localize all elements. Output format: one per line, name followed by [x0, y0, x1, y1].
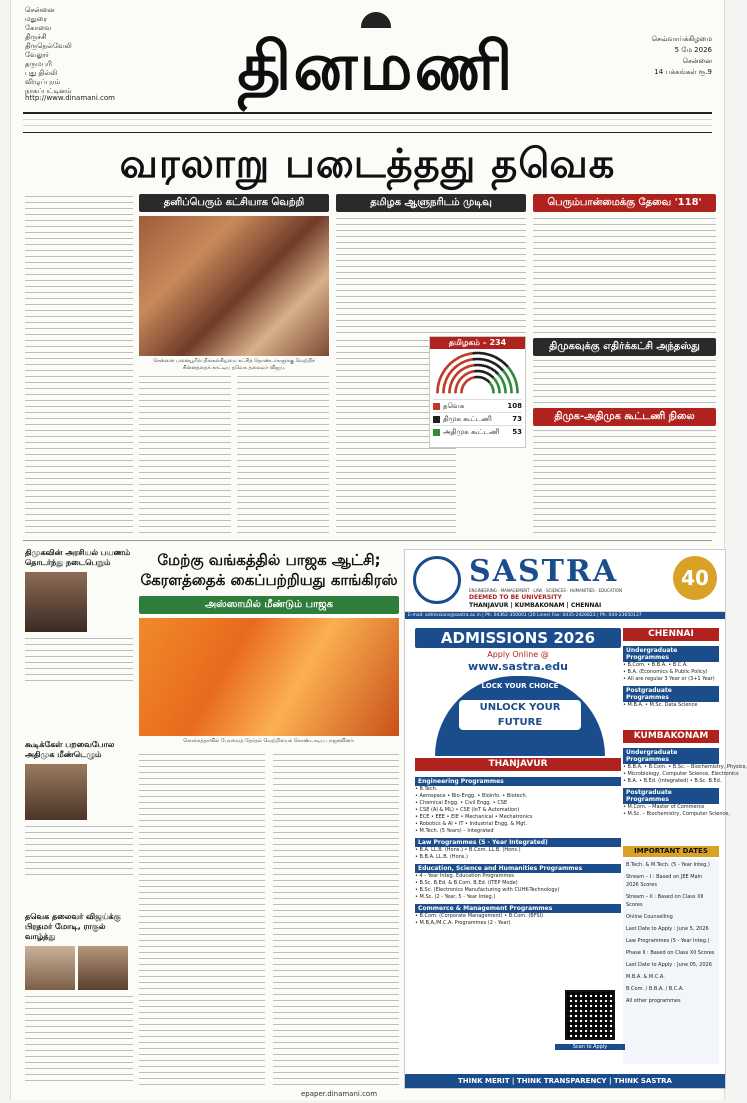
ad-header: [405, 550, 725, 612]
date-item: All other programmes: [626, 998, 681, 1004]
programme-item: • B.Tech.: [415, 786, 438, 792]
date-item: Last Date to Apply : June 05, 2026: [626, 962, 712, 968]
bengal-photo[interactable]: [139, 618, 399, 736]
main-headline[interactable]: வரலாறு படைத்தது தவெக: [119, 140, 616, 187]
city-item: மதுரை: [25, 15, 47, 23]
city-item: திருச்சி: [25, 33, 47, 41]
date-item: B.Com. / B.B.A. / B.C.A.: [626, 986, 684, 992]
issue-city: சென்னை: [682, 57, 712, 65]
modi-photo: [25, 946, 75, 990]
masthead-strip: [23, 117, 712, 129]
seat-dot: [504, 391, 507, 394]
party-color-swatch: [433, 403, 440, 410]
city-item: புது தில்லி: [25, 69, 58, 77]
date-item: M.B.A. & M.C.A.: [626, 974, 665, 980]
date-item: Stream – II : Based on Class XII Scores: [626, 894, 704, 908]
fold-rule: [23, 540, 712, 541]
party-seats: 73: [512, 415, 522, 423]
programme-item: • M.Sc. (2 - Year, 5 - Year Integ.): [415, 894, 496, 900]
ad-brand: SASTRA: [469, 554, 619, 589]
banner-left: தனிப்பெரும் கட்சியாக வெற்றி: [139, 194, 329, 212]
rahul-photo: [78, 946, 128, 990]
date-item: B.Tech. & M.Tech. (5 - Year Integ.): [626, 862, 710, 868]
anniversary-badge: 40: [673, 556, 717, 600]
party-seats: 108: [507, 402, 522, 410]
banner-right3: திமுக-அதிமுக கூட்டணி நிலை: [533, 408, 716, 426]
ad-lock: LOCK YOUR CHOICE: [481, 682, 559, 690]
brief-title: கூடிக்கேள் பறவைபோல அதிமுக மீண்டெழும்: [25, 740, 115, 759]
masthead-rule: [23, 112, 712, 114]
banner-right: பெரும்பான்மைக்கு தேவை '118': [533, 194, 716, 212]
ad-site-link[interactable]: www.sastra.edu: [468, 660, 568, 673]
city-item: விழுப்புரம்: [25, 78, 61, 86]
programme-item: • B.A. (Economics & Public Policy): [623, 669, 708, 675]
seat-dot: [516, 391, 519, 394]
party-name: திமுக கூட்டணி: [443, 414, 492, 423]
results-row: [433, 399, 522, 412]
newspaper-title: தினமணி: [237, 27, 515, 105]
programme-section-heading: Undergraduate Programmes: [623, 748, 719, 764]
programme-section-heading: Engineering Programmes: [415, 777, 621, 786]
programme-item: • Aerospace • Bio-Engg. • Bioinfo. • Biotech.: [415, 793, 528, 799]
programme-item: • M.Tech. (5 Years) – Integrated: [415, 828, 494, 834]
edition-info: [612, 34, 712, 78]
ad-contact: E-mail: admissions@sastra.ac.in | Ph: 04362-350001 (20 Lines) Fax: 0435-2426823 | Ph: 044-23650137: [405, 612, 725, 619]
important-dates-list: [623, 859, 719, 1064]
party-color-swatch: [433, 429, 440, 436]
article-text: [533, 216, 716, 334]
city-item: நாகப்பட்டினம்: [25, 87, 72, 95]
issue-pages: 14 பக்கங்கள் ரூ.9: [654, 68, 712, 76]
stalin-photo: [25, 572, 87, 632]
chennai-programmes: [623, 643, 719, 727]
party-name: அதிமுக கூட்டணி: [443, 427, 500, 436]
edition-cities: [25, 6, 95, 96]
bengal-headline-2: கேரளத்தைக் கைப்பற்றியது காங்கிரஸ்: [140, 571, 398, 589]
campus-chennai: CHENNAI: [623, 628, 719, 641]
ad-footer: THINK MERIT | THINK TRANSPARENCY | THINK SASTRA: [405, 1074, 725, 1088]
date-item: Law Programmes (5 - Year Integ.): [626, 938, 710, 944]
masthead-rule: [23, 132, 712, 133]
programme-section-heading: Law Programmes (5 - Year Integrated): [415, 838, 621, 847]
article-text: [237, 374, 329, 534]
programme-item: • Chemical Engg. • Civil Engg. • CSE: [415, 800, 508, 806]
ad-sub: DEEMED TO BE UNIVERSITY: [469, 594, 562, 601]
article-lead-text: [25, 194, 133, 534]
sastra-logo-icon: [413, 556, 461, 604]
city-item: தருமபுரி: [25, 60, 52, 68]
programme-item: • M.B.A. • M.Sc. Data Science: [623, 702, 698, 708]
ad-unlock: UNLOCK YOUR FUTURE: [459, 700, 581, 730]
vijay-photo[interactable]: [139, 216, 329, 356]
bengal-headline-1: மேற்கு வங்கத்தில் பாஜக ஆட்சி;: [157, 551, 381, 569]
ad-campus: THANJAVUR | KUMBAKONAM | CHENNAI: [469, 602, 602, 609]
important-dates-heading: IMPORTANT DATES: [623, 846, 719, 857]
campus-thanjavur: THANJAVUR: [415, 758, 621, 771]
masthead-logo: [226, 12, 526, 104]
programme-item: • M.B.A./M.C.A. Programmes (2 - Year): [415, 920, 511, 926]
programme-section-heading: Postgraduate Programmes: [623, 788, 719, 804]
programme-item: • 4 - Year Integ. Education Programmes: [415, 873, 515, 879]
campus-kumbakonam: KUMBAKONAM: [623, 730, 719, 743]
ad-apply: Apply Online @: [487, 650, 549, 659]
issue-day: செவ்வாய்க்கிழமை: [651, 35, 712, 43]
results-row: [433, 425, 522, 438]
scan-label: Scan to Apply: [555, 1044, 625, 1050]
programme-section-heading: Undergraduate Programmes: [623, 646, 719, 662]
bengal-caption: கொல்கத்தாவில் பேரவைத் தேர்தல் வெற்றியைக் கொண்டாடிய பாஜகவினர்.: [183, 738, 355, 744]
newspaper-page: [10, 0, 747, 1100]
party-color-swatch: [433, 416, 440, 423]
emblem-icon: [361, 12, 391, 28]
programme-item: • B.Sc. (Electronics Manufacturing with CUHK-Technology): [415, 887, 560, 893]
programme-item: • B.B.A. • B.Com. • B.Sc. – Biochemistry, Physics,: [623, 764, 747, 770]
programme-section-heading: Postgraduate Programmes: [623, 686, 719, 702]
programme-item: • All are regular 3 Year or (3+1 Year): [623, 676, 715, 682]
seat-dot: [498, 391, 501, 394]
sastra-advertisement[interactable]: [404, 549, 747, 1089]
programme-item: • B.Com. (Corporate Management) • B.Com. (BFSI): [415, 913, 544, 919]
party-seats: 53: [512, 428, 522, 436]
programme-item: • CSE (AI & ML) • CSE (IoT & Automation): [415, 807, 520, 813]
city-item: கோவை: [25, 24, 52, 32]
article-text: [139, 752, 265, 1088]
brief-title: தவெக தலைவர் விஜய்க்கு பிரதமர் மோடி, ராகுல் வாழ்த்து: [25, 912, 121, 941]
article-text: [336, 216, 526, 334]
brief-3[interactable]: [25, 912, 133, 1084]
brief-text: [25, 824, 133, 880]
programme-section-heading: Commerce & Management Programmes: [415, 904, 621, 913]
programme-item: • Microbiology, Computer Science, Electronics: [623, 771, 739, 777]
programme-item: • B.Com. • B.B.A. • B.C.A.: [623, 662, 688, 668]
results-title: தமிழகம் – 234: [430, 337, 525, 349]
ad-tagline: ENGINEERING · MANAGEMENT · LAW · SCIENCES · HUMANITIES · EDUCATION: [469, 588, 623, 593]
brief-title: திமுகவின் அரசியல் பயணம் தொடர்ந்து நடைபெறும்: [25, 548, 131, 567]
programme-item: • B.A. LL.B. (Hons.) • B.Com. LL.B. (Hons.): [415, 847, 521, 853]
article-text: [533, 428, 716, 534]
site-url-link[interactable]: http://www.dinamani.com: [25, 94, 115, 102]
programme-item: • M.Com. – Master of Commerce: [623, 804, 705, 810]
party-name: தவெக: [443, 401, 465, 410]
programme-item: • ECE • EEE • EIE • Mechanical • Mechatronics: [415, 814, 533, 820]
city-item: திருநெல்வேலி: [25, 42, 72, 50]
programme-item: • Robotics & AI • IT • Industrial Engg. & Mgt.: [415, 821, 527, 827]
date-item: Stream – I : Based on JEE Main 2026 Scores: [626, 874, 703, 888]
article-text: [273, 752, 399, 1088]
brief-text: [25, 636, 133, 686]
epaper-url-link[interactable]: epaper.dinamani.com: [301, 1090, 378, 1098]
issue-date: 5 மே 2026: [674, 46, 712, 54]
banner-middle: தமிழக ஆளுநரிடம் முடிவு: [336, 194, 526, 212]
results-card[interactable]: [429, 336, 526, 448]
photo-caption: சென்னை பனையூரில் திங்கள்கிழமை கட்சித் தொண்டர்களுக்கு வெற்றிச் சின்னத்தைக் காட்டிய தவெக தலைவர் விஜய்.: [153, 358, 315, 371]
eps-photo: [25, 764, 87, 820]
seat-dot: [510, 391, 513, 394]
city-item: வேலூர்: [25, 51, 49, 59]
bengal-headline[interactable]: [139, 550, 399, 590]
bengal-banner: அஸ்ஸாமில் மீண்டும் பாஜக: [139, 596, 399, 614]
date-item: Online Counselling: [626, 914, 673, 920]
modi-rahul-photo: [25, 946, 133, 990]
programme-section-heading: Education, Science and Humanities Programmes: [415, 864, 621, 873]
programme-item: • B.Sc. B.Ed. & B.Com. B.Ed. (ITEP Mode): [415, 880, 518, 886]
article-text: [533, 358, 716, 404]
hemicycle-chart: [430, 349, 525, 395]
date-item: Phase II : Based on Class XII Scores: [626, 950, 715, 956]
city-item: சென்னை: [25, 6, 55, 14]
kumbakonam-programmes: [623, 745, 747, 841]
date-item: Last Date to Apply : June 5, 2026: [626, 926, 709, 932]
article-text: [139, 374, 231, 534]
qr-code-icon[interactable]: [565, 990, 615, 1040]
brief-1[interactable]: [25, 548, 133, 686]
seat-dot: [492, 391, 495, 394]
banner-right2: திமுகவுக்கு எதிர்க்கட்சி அந்தஸ்து: [533, 338, 716, 356]
ad-title: ADMISSIONS 2026: [415, 628, 621, 648]
programme-item: • B.B.A. LL.B. (Hons.): [415, 854, 468, 860]
brief-text: [25, 994, 133, 1084]
results-row: [433, 412, 522, 425]
programme-item: • M.Sc. – Biochemistry, Computer Science,: [623, 811, 730, 817]
brief-2[interactable]: [25, 740, 133, 880]
programme-item: • B.A. • B.Ed. (Integrated) • B.Sc. B.Ed.: [623, 778, 722, 784]
